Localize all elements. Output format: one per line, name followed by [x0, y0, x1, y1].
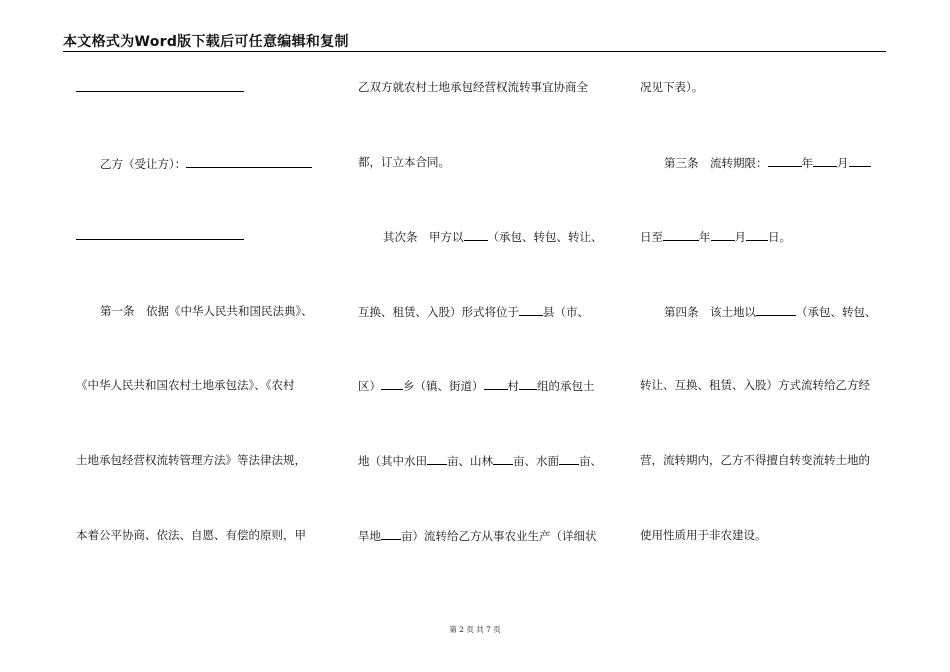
text-segment: 亩、山林: [447, 454, 493, 468]
text-segment: 亩、: [579, 454, 602, 468]
article-4-line: [664, 304, 877, 319]
text-segment: 年: [801, 156, 813, 170]
text-segment: 旱地: [358, 529, 381, 543]
text-segment: 区）: [358, 379, 381, 393]
text-segment: 组的承包土: [537, 379, 595, 393]
text-segment: 乡（镇、街道）: [403, 379, 484, 393]
header-title: 本文格式为Word版下载后可任意编辑和复制: [63, 34, 349, 50]
text-segment: 日。: [768, 230, 791, 244]
text-segment: 亩、水面: [513, 454, 559, 468]
dryland-blank: [381, 528, 401, 540]
article-1-line-2: 《中华人民共和国农村土地承包法》、《农村: [76, 378, 295, 392]
text-segment: 亩）流转给乙方从事农业生产（详细状: [401, 529, 597, 543]
text-segment: 村: [507, 379, 519, 393]
col2-line-5: [358, 378, 595, 393]
text-segment: （承包、转包、: [796, 305, 877, 319]
col2-line-2: 都，订立本合同。: [358, 155, 450, 169]
party-b-blank: [186, 156, 312, 168]
article-2-text-b: （承包、转包、转让、: [487, 230, 603, 244]
col2-line-1: 乙双方就农村土地承包经营权流转事宜协商全: [358, 80, 588, 94]
text-segment: 地（其中水田: [358, 454, 427, 468]
day-blank: [746, 229, 768, 241]
method-blank: [756, 304, 796, 316]
article-1-line-3: 土地承包经营权流转管理方法》等法律法规，: [76, 453, 306, 467]
article-2-text: 其次条 甲方以: [383, 230, 464, 244]
year-blank: [768, 155, 802, 167]
village-blank: [484, 378, 508, 390]
article-1-line-4: 本着公平协商、依法、自愿、有偿的原则，甲: [76, 528, 306, 542]
township-blank: [381, 378, 403, 390]
article-2-line: [383, 229, 603, 244]
col2-line-6: [358, 453, 602, 468]
text-segment: 年: [699, 230, 711, 244]
text-segment: 互换、租赁、入股）形式将位于: [358, 305, 519, 319]
paddy-blank: [427, 453, 447, 465]
water-blank: [559, 453, 579, 465]
county-blank: [519, 304, 543, 316]
col2-line-7: [358, 528, 597, 543]
col2-line-4: [358, 304, 589, 319]
year-blank: [663, 229, 699, 241]
col3-line-5: 转让、互换、租赁、入股）方式流转给乙方经: [640, 378, 870, 392]
forest-blank: [493, 453, 513, 465]
article-1-line-1: 第一条 依据《中华人民共和国民法典》、: [100, 304, 313, 318]
month-blank: [711, 229, 735, 241]
text-segment: 月: [734, 230, 746, 244]
blank-field: [464, 229, 488, 241]
article-3-text: 第三条 流转期限：: [664, 156, 768, 170]
text-segment: 月: [837, 156, 849, 170]
party-b-label: 乙方（受让方）：: [100, 157, 187, 171]
month-blank: [813, 155, 837, 167]
header-divider: [63, 51, 886, 52]
page-number: 第 2 页 共 7 页: [449, 625, 501, 634]
col3-line-1: 况见下表）。: [640, 80, 704, 94]
signature-blank-line: [76, 239, 244, 240]
day-blank: [849, 155, 871, 167]
group-blank: [519, 378, 537, 390]
col3-line-7: 使用性质用于非农建设。: [640, 528, 767, 542]
text-segment: 县（市、: [543, 305, 589, 319]
signature-blank-line: [76, 91, 244, 92]
col3-line-3: [640, 229, 791, 244]
col3-line-6: 营，流转期内，乙方不得擅自转变流转土地的: [640, 453, 870, 467]
article-3-line: [664, 155, 871, 170]
text-segment: 日至: [640, 230, 663, 244]
article-4-text: 第四条 该土地以: [664, 305, 756, 319]
party-b-line: [100, 156, 312, 171]
